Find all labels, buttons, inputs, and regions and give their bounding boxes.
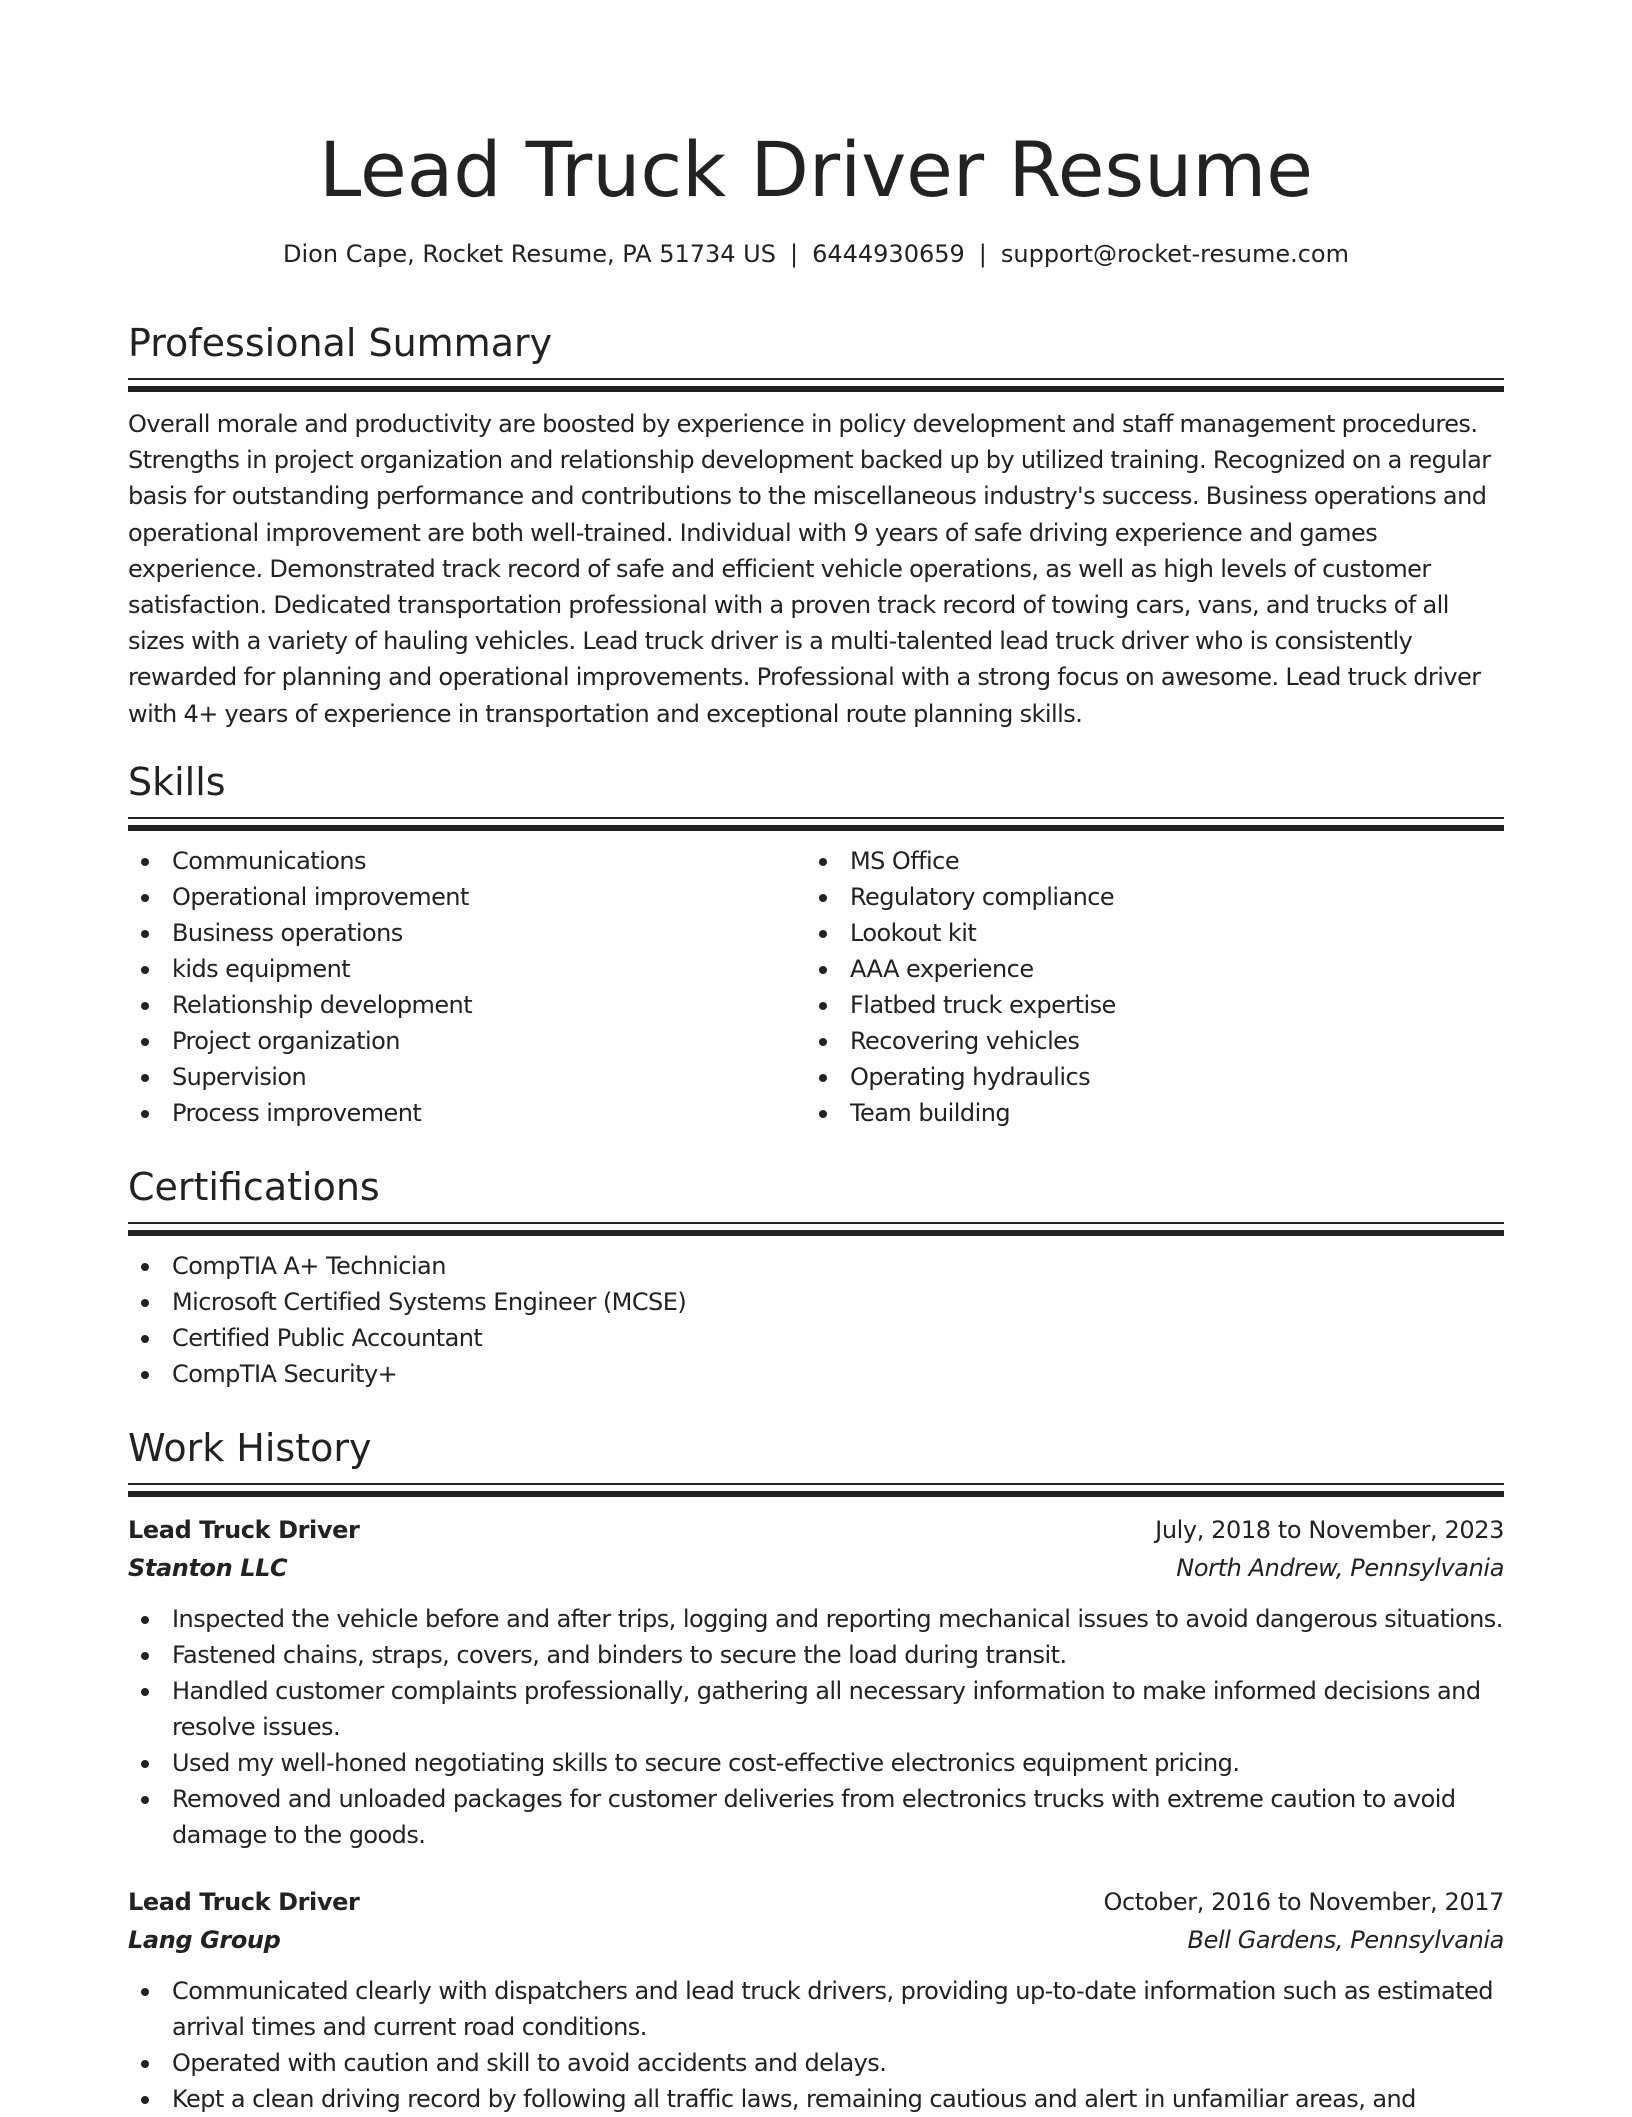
contact-email[interactable]: support@rocket-resume.com	[1000, 240, 1349, 268]
section-divider	[128, 1483, 1504, 1497]
job-header-row	[128, 1883, 1504, 1921]
certification-item: Microsoft Certified Systems Engineer (MCSE)	[128, 1284, 1504, 1320]
work-history-heading: Work History	[128, 1426, 372, 1470]
contact-address: Dion Cape, Rocket Resume, PA 51734 US	[283, 240, 776, 268]
job-entry	[128, 1511, 1504, 1853]
skill-item: Recovering vehicles	[806, 1023, 1484, 1059]
job-title: Lead Truck Driver	[128, 1888, 360, 1916]
job-duty-item: Communicated clearly with dispatchers and lead truck drivers, providing up-to-date information such as estimated arrival times and current road conditions.	[128, 1973, 1504, 2045]
skill-item: Relationship development	[128, 987, 806, 1023]
job-duty-item: Handled customer complaints professionally, gathering all necessary information to make informed decisions and resolve issues.	[128, 1673, 1504, 1745]
skill-item: Supervision	[128, 1059, 806, 1095]
contact-separator: |	[789, 240, 799, 268]
job-company-row	[128, 1921, 1504, 1959]
section-divider	[128, 1222, 1504, 1236]
contact-line	[128, 236, 1504, 272]
skill-item: Lookout kit	[806, 915, 1484, 951]
job-entry	[128, 1883, 1504, 2117]
skill-item: Process improvement	[128, 1095, 806, 1131]
job-duty-item: Inspected the vehicle before and after trips, logging and reporting mechanical issues to avoid dangerous situations.	[128, 1601, 1504, 1637]
contact-separator: |	[978, 240, 987, 268]
skill-item: Business operations	[128, 915, 806, 951]
skill-item: Project organization	[128, 1023, 806, 1059]
skills-grid	[128, 831, 1504, 1131]
skills-section	[128, 757, 1504, 1131]
job-company-row	[128, 1549, 1504, 1587]
job-duty-item: Fastened chains, straps, covers, and binders to secure the load during transit.	[128, 1637, 1504, 1673]
certifications-section	[128, 1162, 1504, 1392]
section-divider	[128, 378, 1504, 392]
certifications-heading: Certifications	[128, 1165, 380, 1209]
work-history-section	[128, 1423, 1504, 2117]
skill-item: Operational improvement	[128, 879, 806, 915]
certification-item: Certified Public Accountant	[128, 1320, 1504, 1356]
job-location: Bell Gardens, Pennsylvania	[1187, 1926, 1504, 1954]
job-dates: July, 2018 to November, 2023	[1155, 1516, 1504, 1544]
resume-title: Lead Truck Driver Resume	[318, 125, 1314, 214]
job-duty-item: Used my well-honed negotiating skills to secure cost-effective electronics equipment pricing.	[128, 1745, 1504, 1781]
job-company: Lang Group	[128, 1926, 281, 1954]
summary-section	[128, 318, 1504, 732]
skills-list-right	[806, 843, 1484, 1131]
job-title: Lead Truck Driver	[128, 1516, 360, 1544]
job-duty-item: Removed and unloaded packages for customer deliveries from electronics trucks with extreme caution to avoid damage to the goods.	[128, 1781, 1504, 1853]
section-divider	[128, 817, 1504, 831]
certification-item: CompTIA A+ Technician	[128, 1248, 1504, 1284]
skill-item: Communications	[128, 843, 806, 879]
certification-item: CompTIA Security+	[128, 1356, 1504, 1392]
job-company: Stanton LLC	[128, 1554, 288, 1582]
skill-item: Flatbed truck expertise	[806, 987, 1484, 1023]
summary-text: Overall morale and productivity are boosted by experience in policy development and staff management procedures. Strengths in project organization and relationship development backed up by utilized training. Recognized on a regular basis for outstanding performance and contributions to the miscellaneous industry's success. Business operations and operational improvement are both well-trained. Individual with 9 years of safe driving experience and games experience. Demonstrated track record of safe and efficient vehicle operations, as well as high levels of customer satisfaction. Dedicated transportation professional with a proven track record of towing cars, vans, and trucks of all sizes with a variety of hauling vehicles. Lead truck driver is a multi-talented lead truck driver who is consistently rewarded for planning and operational improvements. Professional with a strong focus on awesome. Lead truck driver with 4+ years of experience in transportation and exceptional route planning skills.	[128, 410, 1491, 728]
skill-item: kids equipment	[128, 951, 806, 987]
job-header-row	[128, 1511, 1504, 1549]
job-duties-list	[128, 1601, 1504, 1853]
contact-phone: 6444930659	[812, 240, 965, 268]
skills-heading: Skills	[128, 760, 226, 804]
job-dates: October, 2016 to November, 2017	[1103, 1888, 1504, 1916]
skill-item: Regulatory compliance	[806, 879, 1484, 915]
job-location: North Andrew, Pennsylvania	[1176, 1554, 1504, 1582]
job-duty-item: Kept a clean driving record by following all traffic laws, remaining cautious and alert in unfamiliar areas, and	[128, 2081, 1504, 2117]
job-duties-list	[128, 1973, 1504, 2117]
skill-item: Team building	[806, 1095, 1484, 1131]
skill-item: MS Office	[806, 843, 1484, 879]
skills-list-left	[128, 843, 806, 1131]
certifications-list	[128, 1248, 1504, 1392]
summary-heading: Professional Summary	[128, 321, 553, 365]
skill-item: Operating hydraulics	[806, 1059, 1484, 1095]
skill-item: AAA experience	[806, 951, 1484, 987]
job-duty-item: Operated with caution and skill to avoid accidents and delays.	[128, 2045, 1504, 2081]
